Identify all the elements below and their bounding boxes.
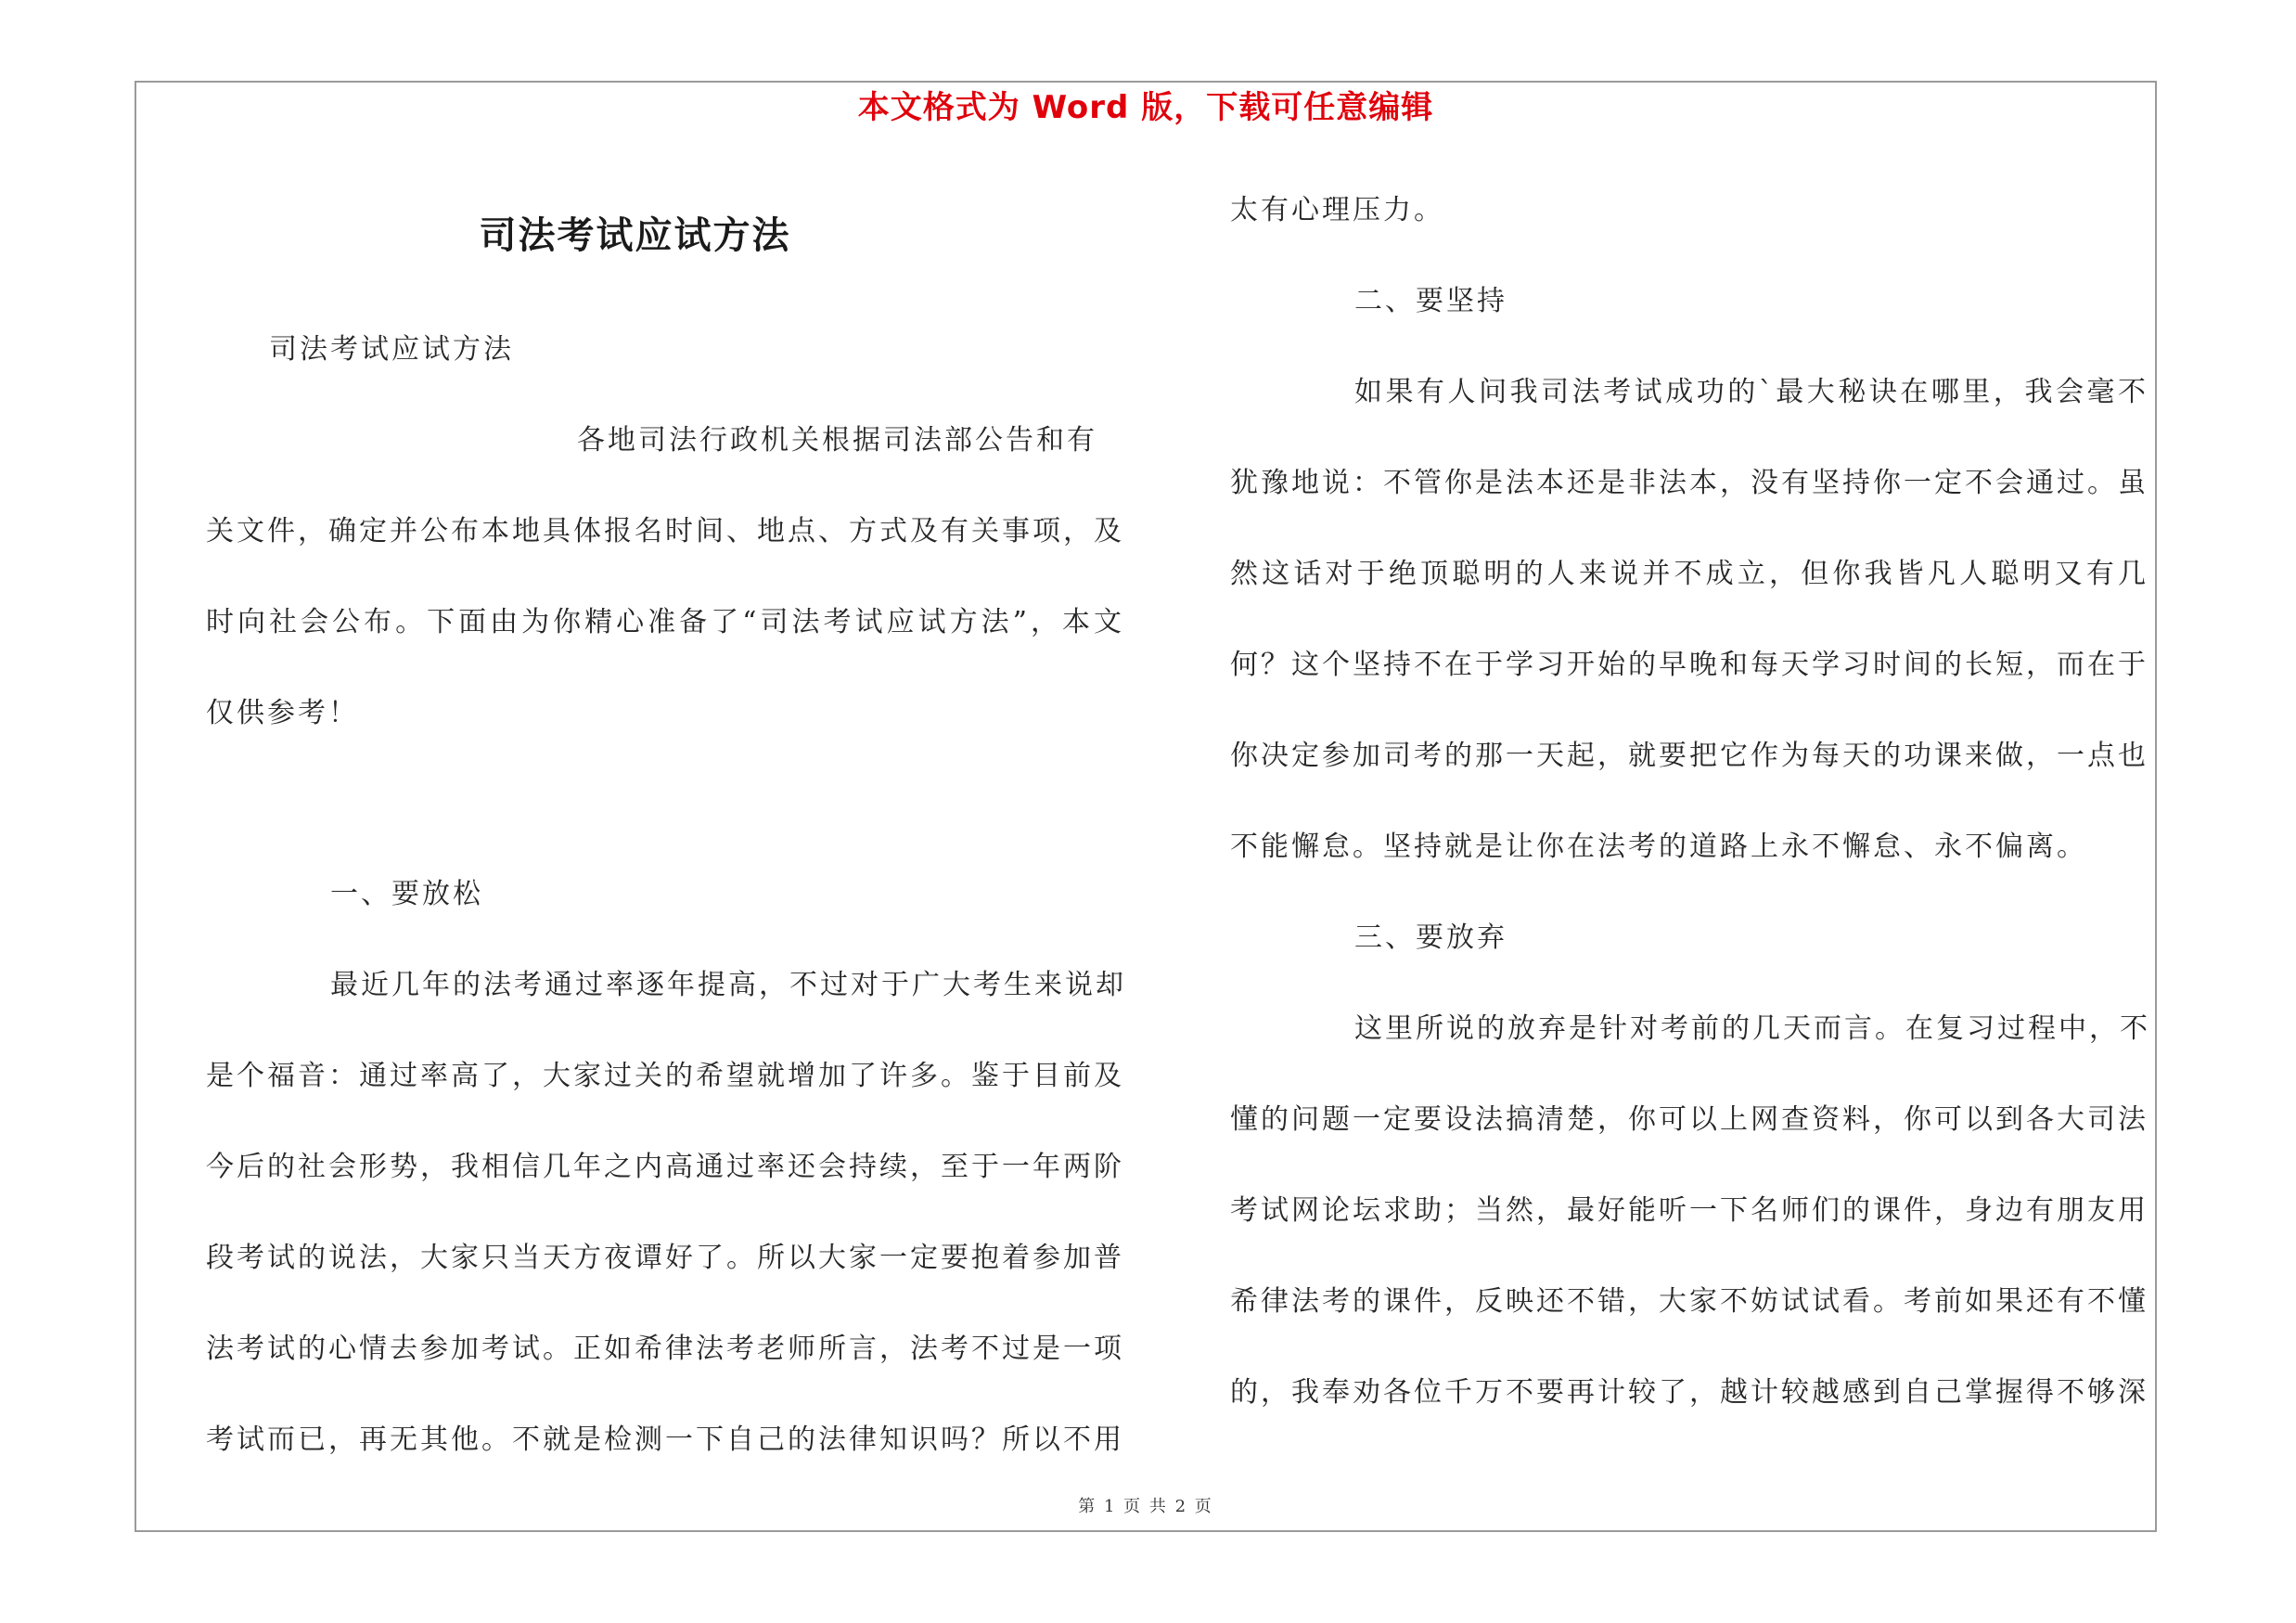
intro-line: 时向社会公布。下面由为你精心准备了“司法考试应试方法”，本文 (206, 606, 1124, 638)
subtitle: 司法考试应试方法 (269, 333, 514, 366)
paragraph-line: 考试网论坛求助；当然，最好能听一下名师们的课件，身边有朋友用 (1230, 1194, 2148, 1227)
paragraph-line: 懂的问题一定要设法搞清楚，你可以上网查资料，你可以到各大司法 (1230, 1103, 2148, 1136)
intro-line: 关文件，确定并公布本地具体报名时间、地点、方式及有关事项，及 (206, 515, 1124, 547)
intro-line: 各地司法行政机关根据司法部公告和有 (577, 424, 1097, 457)
section-heading-persist: 二、要坚持 (1354, 285, 1507, 317)
paragraph-line: 不能懈怠。坚持就是让你在法考的道路上永不懈怠、永不偏离。 (1230, 831, 2087, 863)
section-heading-relax: 一、要放松 (330, 878, 483, 910)
page-number-footer: 第 1 页 共 2 页 (1078, 1497, 1213, 1516)
paragraph-line: 如果有人问我司法考试成功的`最大秘诀在哪里，我会毫不 (1354, 376, 2148, 408)
document-title: 司法考试应试方法 (479, 214, 791, 257)
editable-notice-banner: 本文格式为 Word 版，下载可任意编辑 (857, 89, 1434, 126)
paragraph-line: 何？这个坚持不在于学习开始的早晚和每天学习时间的长短，而在于 (1230, 649, 2148, 681)
paragraph-line: 的，我奉劝各位千万不要再计较了，越计较越感到自己掌握得不够深 (1230, 1376, 2148, 1409)
section-heading-let-go: 三、要放弃 (1354, 921, 1507, 954)
paragraph-line: 法考试的心情去参加考试。正如希律法考老师所言，法考不过是一项 (206, 1333, 1124, 1365)
paragraph-line: 考试而已，再无其他。不就是检测一下自己的法律知识吗？所以不用 (206, 1423, 1124, 1456)
paragraph-line: 最近几年的法考通过率逐年提高，不过对于广大考生来说却 (330, 969, 1126, 1001)
intro-line: 仅供参考！ (206, 697, 359, 729)
paragraph-line: 今后的社会形势，我相信几年之内高通过率还会持续，至于一年两阶 (206, 1151, 1124, 1183)
paragraph-line: 犹豫地说：不管你是法本还是非法本，没有坚持你一定不会通过。虽 (1230, 467, 2148, 499)
paragraph-line: 你决定参加司考的那一天起，就要把它作为每天的功课来做，一点也 (1230, 740, 2148, 772)
continuation-line: 太有心理压力。 (1230, 194, 1444, 226)
paragraph-line: 这里所说的放弃是针对考前的几天而言。在复习过程中，不 (1354, 1012, 2150, 1045)
paragraph-line: 希律法考的课件，反映还不错，大家不妨试试看。考前如果还有不懂 (1230, 1285, 2148, 1318)
paragraph-line: 然这话对于绝顶聪明的人来说并不成立，但你我皆凡人聪明又有几 (1230, 558, 2148, 590)
paragraph-line: 是个福音：通过率高了，大家过关的希望就增加了许多。鉴于目前及 (206, 1060, 1124, 1092)
paragraph-line: 段考试的说法，大家只当天方夜谭好了。所以大家一定要抱着参加普 (206, 1242, 1124, 1274)
